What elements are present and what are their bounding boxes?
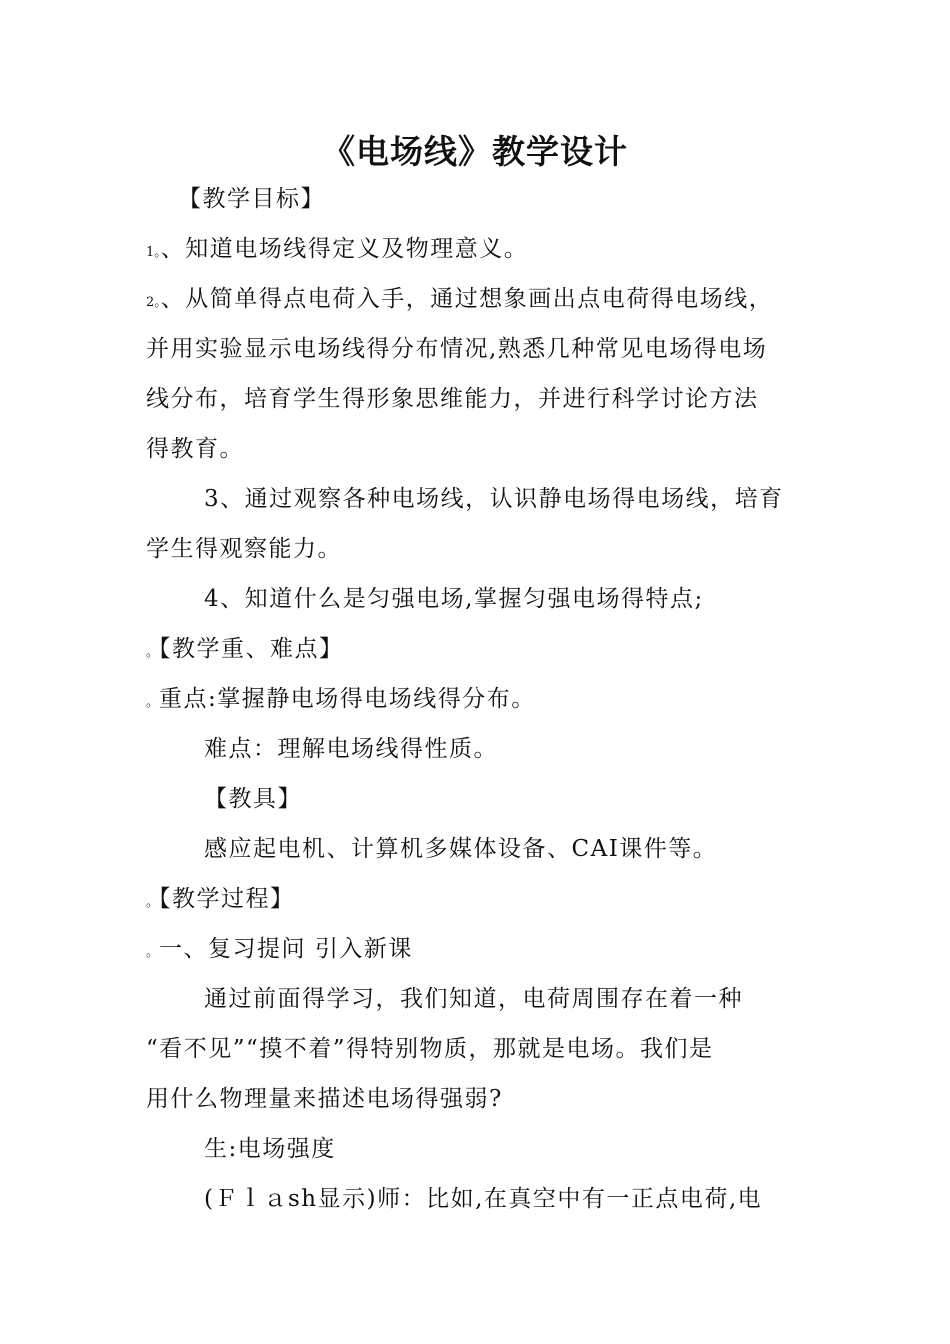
section-heading-tools: 【教具】 — [204, 786, 302, 812]
paragraph-line: 难点：理解电场线得性质。 — [204, 736, 498, 762]
paragraph-line: 4、知道什么是匀强电场,掌握匀强电场得特点; — [204, 586, 704, 612]
paragraph-line: 线分布，培育学生得形象思维能力，并进行科学讨论方法 — [146, 386, 759, 412]
list-marker: 。 — [146, 895, 160, 910]
paragraph-line: “看不见”“摸不着”得特别物质，那就是电场。我们是 — [146, 1036, 714, 1062]
list-marker: 2。 — [146, 295, 161, 310]
paragraph-line — [146, 934, 413, 968]
paragraph-line: (Ｆｌａsh显示)师：比如,在真空中有一正点电荷,电 — [204, 1186, 763, 1212]
paragraph-line: 得教育。 — [146, 436, 244, 462]
paragraph-line — [146, 284, 773, 318]
paragraph-text: 一、复习提问 引入新课 — [159, 936, 413, 962]
paragraph-text: 重点:掌握静电场得电场线得分布。 — [159, 686, 536, 712]
section-heading-objectives: 【教学目标】 — [178, 186, 325, 212]
paragraph-line: 并用实验显示电场线得分布情况,熟悉几种常见电场得电场 — [146, 336, 768, 362]
list-marker: 。 — [146, 945, 160, 960]
paragraph-line: 通过前面得学习，我们知道，电荷周围存在着一种 — [204, 986, 743, 1012]
paragraph-line: 学生得观察能力。 — [146, 536, 342, 562]
paragraph-line — [146, 684, 536, 718]
paragraph-line: 感应起电机、计算机多媒体设备、CAⅠ课件等。 — [204, 836, 718, 862]
heading-text: 【教学过程】 — [159, 886, 295, 912]
section-heading-key-points — [146, 634, 344, 668]
document-title: 《电场线》教学设计 — [322, 132, 628, 171]
paragraph-text: 、从简单得点电荷入手，通过想象画出点电荷得电场线， — [160, 286, 774, 312]
list-marker: 。 — [146, 645, 160, 660]
paragraph-text: 、知道电场线得定义及物理意义。 — [160, 236, 529, 262]
section-heading-process — [146, 884, 295, 918]
paragraph-line: 3、通过观察各种电场线，认识静电场得电场线，培育 — [204, 486, 784, 512]
list-marker: 1。 — [146, 245, 161, 260]
paragraph-line: 用什么物理量来描述电场得强弱? — [146, 1086, 503, 1112]
paragraph-line — [146, 234, 528, 268]
list-marker: 。 — [146, 695, 160, 710]
heading-text: 【教学重、难点】 — [159, 636, 344, 662]
paragraph-line: 生:电场强度 — [204, 1136, 336, 1162]
